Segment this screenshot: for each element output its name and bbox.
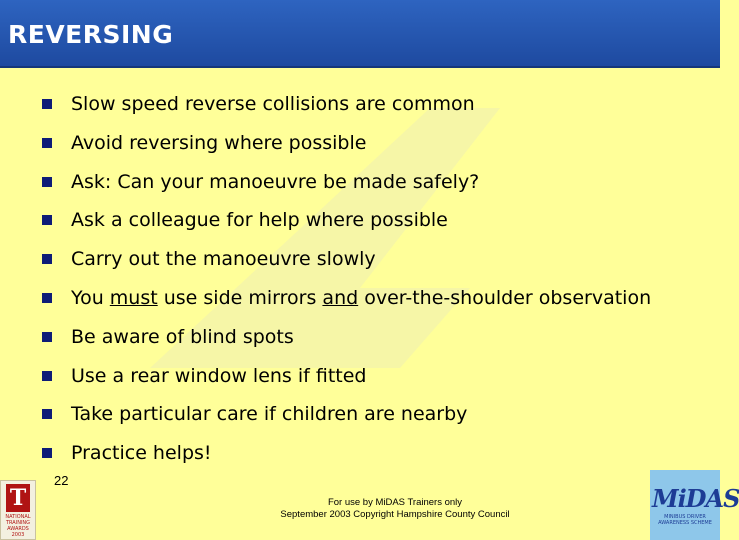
title-bar	[0, 0, 720, 68]
bullet-item	[42, 399, 467, 429]
bullet-text: Take particular care if children are nearby	[71, 403, 468, 425]
award-text: NATIONAL TRAINING AWARDS 2003	[5, 514, 31, 538]
footer-line-2: September 2003 Copyright Hampshire County Council	[280, 509, 510, 520]
bullet-item	[42, 167, 479, 197]
emphasis-must: must	[109, 287, 158, 309]
bullet-text: Slow speed reverse collisions are common	[71, 93, 475, 115]
footer-text	[250, 497, 540, 521]
bullet-text: Carry out the manoeuvre slowly	[71, 248, 376, 270]
bullet-marker-icon	[42, 332, 52, 342]
emphasis-and: and	[322, 287, 359, 309]
bullet-text: Avoid reversing where possible	[71, 132, 367, 154]
bullet-item	[42, 128, 366, 158]
midas-logo-subtitle: MINIBUS DRIVER AWARENESS SCHEME	[658, 514, 712, 526]
bullet-marker-icon	[42, 293, 52, 303]
bullet-marker-icon	[42, 448, 52, 458]
bullet-text	[71, 287, 651, 309]
bullet-item	[42, 438, 212, 468]
slide-title: REVERSING	[8, 20, 174, 49]
bullet-marker-icon	[42, 371, 52, 381]
bullet-text: Use a rear window lens if fitted	[71, 365, 367, 387]
bullet-item	[42, 89, 475, 119]
page-number: 22	[54, 473, 69, 488]
bullet-marker-icon	[42, 409, 52, 419]
bullet-text: Ask: Can your manoeuvre be made safely?	[71, 171, 480, 193]
bullet-text: Practice helps!	[71, 442, 212, 464]
midas-logo-name: MiDAS	[652, 484, 739, 513]
bullet-text-part: over-the-shoulder observation	[358, 287, 652, 309]
footer-line-1: For use by MiDAS Trainers only	[327, 497, 463, 508]
bullet-item	[42, 322, 294, 352]
bullet-item	[42, 361, 367, 391]
bullet-marker-icon	[42, 254, 52, 264]
bullet-item	[42, 205, 448, 235]
award-letter: T	[6, 484, 30, 512]
bullet-marker-icon	[42, 99, 52, 109]
bullet-text-part: You	[71, 287, 110, 309]
bullet-text: Be aware of blind spots	[71, 326, 294, 348]
bullet-marker-icon	[42, 177, 52, 187]
bullet-text-part: use side mirrors	[157, 287, 323, 309]
midas-logo	[650, 470, 739, 540]
bullet-text: Ask a colleague for help where possible	[71, 209, 448, 231]
bullet-marker-icon	[42, 215, 52, 225]
training-award-logo	[0, 480, 36, 540]
bullet-marker-icon	[42, 138, 52, 148]
bullet-item	[42, 283, 651, 313]
bullet-item	[42, 244, 376, 274]
